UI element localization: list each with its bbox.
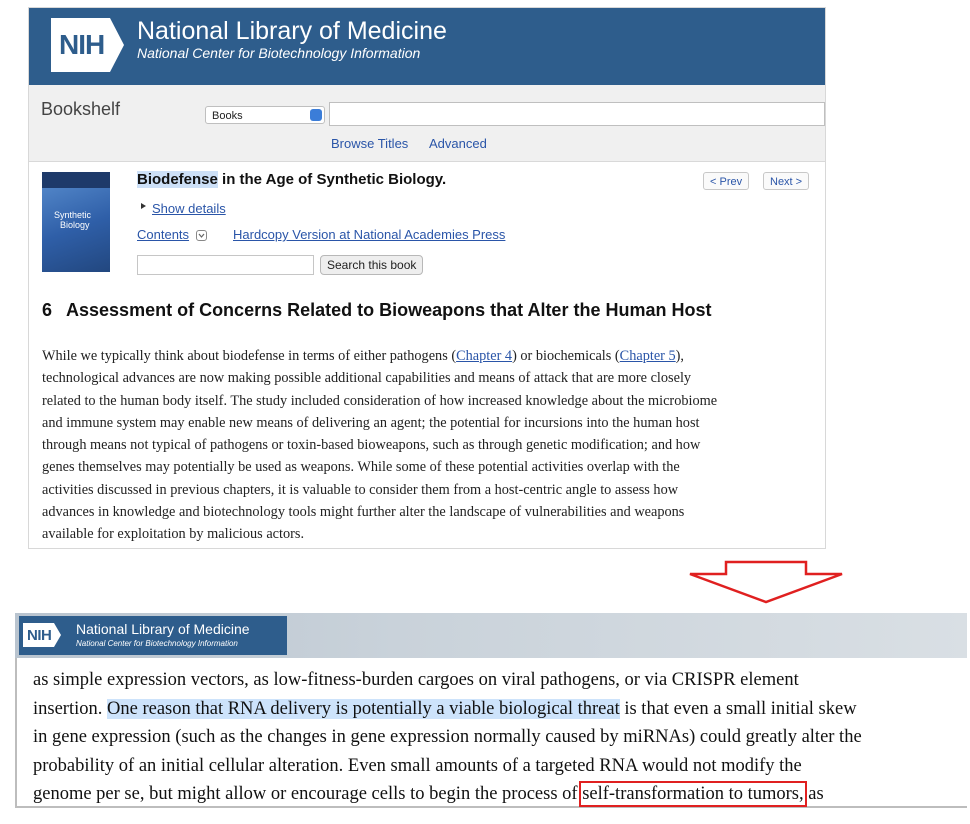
disclosure-triangle-icon	[141, 203, 146, 209]
chapter-number: 6	[42, 300, 53, 320]
nlm-title-small[interactable]: National Library of Medicine	[76, 621, 250, 637]
paragraph-line	[42, 345, 818, 367]
next-button[interactable]: Next >	[763, 172, 809, 190]
nlm-subtitle-small: National Center for Biotechnology Information	[76, 639, 238, 648]
paragraph-line: in gene expression (such as the changes in gene expression normally caused by miRNAs) could greatly alter the	[33, 727, 862, 747]
nih-logo-small[interactable]	[23, 623, 61, 647]
text-span: While we typically think about biodefense in terms of either pathogens (	[42, 348, 457, 364]
paragraph-line	[33, 780, 963, 808]
paragraph-line: as simple expression vectors, as low-fitness-burden cargoes on viral pathogens, or via CRISPR element	[33, 670, 799, 690]
nlm-title[interactable]: National Library of Medicine	[137, 17, 447, 45]
show-details-toggle[interactable]	[141, 201, 226, 216]
chapter-5-link[interactable]: Chapter 5	[619, 348, 676, 364]
chapter-4-link[interactable]: Chapter 4	[456, 348, 513, 364]
cover-line-2: Biology	[60, 220, 90, 230]
book-cover-image[interactable]	[42, 172, 110, 272]
text-span: genome per se, but might allow or encourage cells to begin the process of	[33, 784, 583, 804]
text-span: as	[803, 784, 824, 804]
database-select[interactable]	[205, 106, 325, 124]
paragraph-line: related to the human body itself. The study included consideration of how increased knowledge about the microbiome	[42, 392, 718, 409]
paragraph-line: technological advances are now making possible additional capabilities and means of attack that are more closely	[42, 370, 692, 387]
database-select-value: Books	[212, 110, 243, 122]
browse-titles-link[interactable]: Browse Titles	[331, 136, 409, 151]
paragraph-line: available for exploitation by malicious actors.	[42, 526, 305, 543]
cover-title	[54, 210, 91, 230]
nih-chevron-icon	[110, 18, 124, 72]
text-span: ) or biochemicals (	[512, 348, 620, 364]
nlm-subtitle: National Center for Biotechnology Information	[137, 45, 421, 61]
nih-logo-text-small: NIH	[23, 623, 54, 647]
nlm-header-small	[19, 616, 287, 655]
chevron-down-icon[interactable]	[196, 230, 207, 241]
book-title-rest: in the Age of Synthetic Biology.	[217, 171, 447, 188]
nih-chevron-icon-small	[54, 623, 61, 647]
search-book-input[interactable]	[137, 255, 314, 275]
search-book-button[interactable]: Search this book	[320, 255, 423, 275]
zoomed-text-area	[15, 658, 967, 808]
hardcopy-link[interactable]: Hardcopy Version at National Academies Press	[233, 227, 506, 242]
down-arrow-icon	[686, 560, 846, 604]
blurred-header	[15, 613, 967, 658]
advanced-search-link[interactable]: Advanced	[429, 136, 487, 151]
contents-link[interactable]: Contents	[137, 227, 190, 242]
bookshelf-search-bar	[29, 85, 825, 162]
bookshelf-label[interactable]: Bookshelf	[41, 99, 121, 119]
cover-line-1: Synthetic	[54, 210, 92, 220]
chapter-paragraph	[42, 345, 818, 546]
zoomed-paragraph	[33, 666, 963, 808]
paragraph-line	[33, 695, 963, 724]
bookshelf-search-input[interactable]	[329, 102, 825, 126]
book-title	[137, 171, 446, 188]
cover-strip	[42, 172, 110, 188]
select-arrow-icon	[310, 109, 322, 121]
show-details-label: Show details	[152, 201, 226, 216]
prev-button[interactable]: < Prev	[703, 172, 749, 190]
paragraph-line: and immune system may enable new means of delivering an agent; the potential for incursions into the human host	[42, 414, 700, 431]
nlm-header	[29, 8, 825, 85]
screenshot-top	[28, 7, 826, 549]
paragraph-line: advances in knowledge and biotechnology tools might further alter the landscape of vulnerabilities and weapons	[42, 504, 685, 521]
nih-logo-text: NIH	[51, 18, 110, 72]
paragraph-line: genes themselves may potentially be used as weapons. While some of these potential activities overlap with the	[42, 459, 680, 476]
paragraph-line: probability of an initial cellular alteration. Even small amounts of a targeted RNA would not modify the	[33, 755, 802, 776]
paragraph-line: activities discussed in previous chapters, it is valuable to consider them from a host-centric angle to assess how	[42, 481, 679, 498]
highlighted-sentence: One reason that RNA delivery is potentially a viable biological threat	[107, 698, 620, 719]
text-span: insertion.	[33, 698, 107, 719]
screenshot-bottom	[15, 613, 967, 808]
paragraph-line: through means not typical of pathogens or toxin-based bioweapons, such as through genetic modification; and how	[42, 437, 701, 454]
text-span: ),	[675, 348, 684, 364]
chapter-heading	[42, 300, 711, 321]
book-title-highlight: Biodefense	[137, 171, 218, 188]
red-box-annotation: self-transformation to tumors,	[582, 784, 804, 804]
chapter-title: Assessment of Concerns Related to Bioweapons that Alter the Human Host	[66, 300, 712, 320]
nih-logo[interactable]	[51, 18, 124, 72]
text-span: is that even a small initial skew	[619, 698, 857, 719]
